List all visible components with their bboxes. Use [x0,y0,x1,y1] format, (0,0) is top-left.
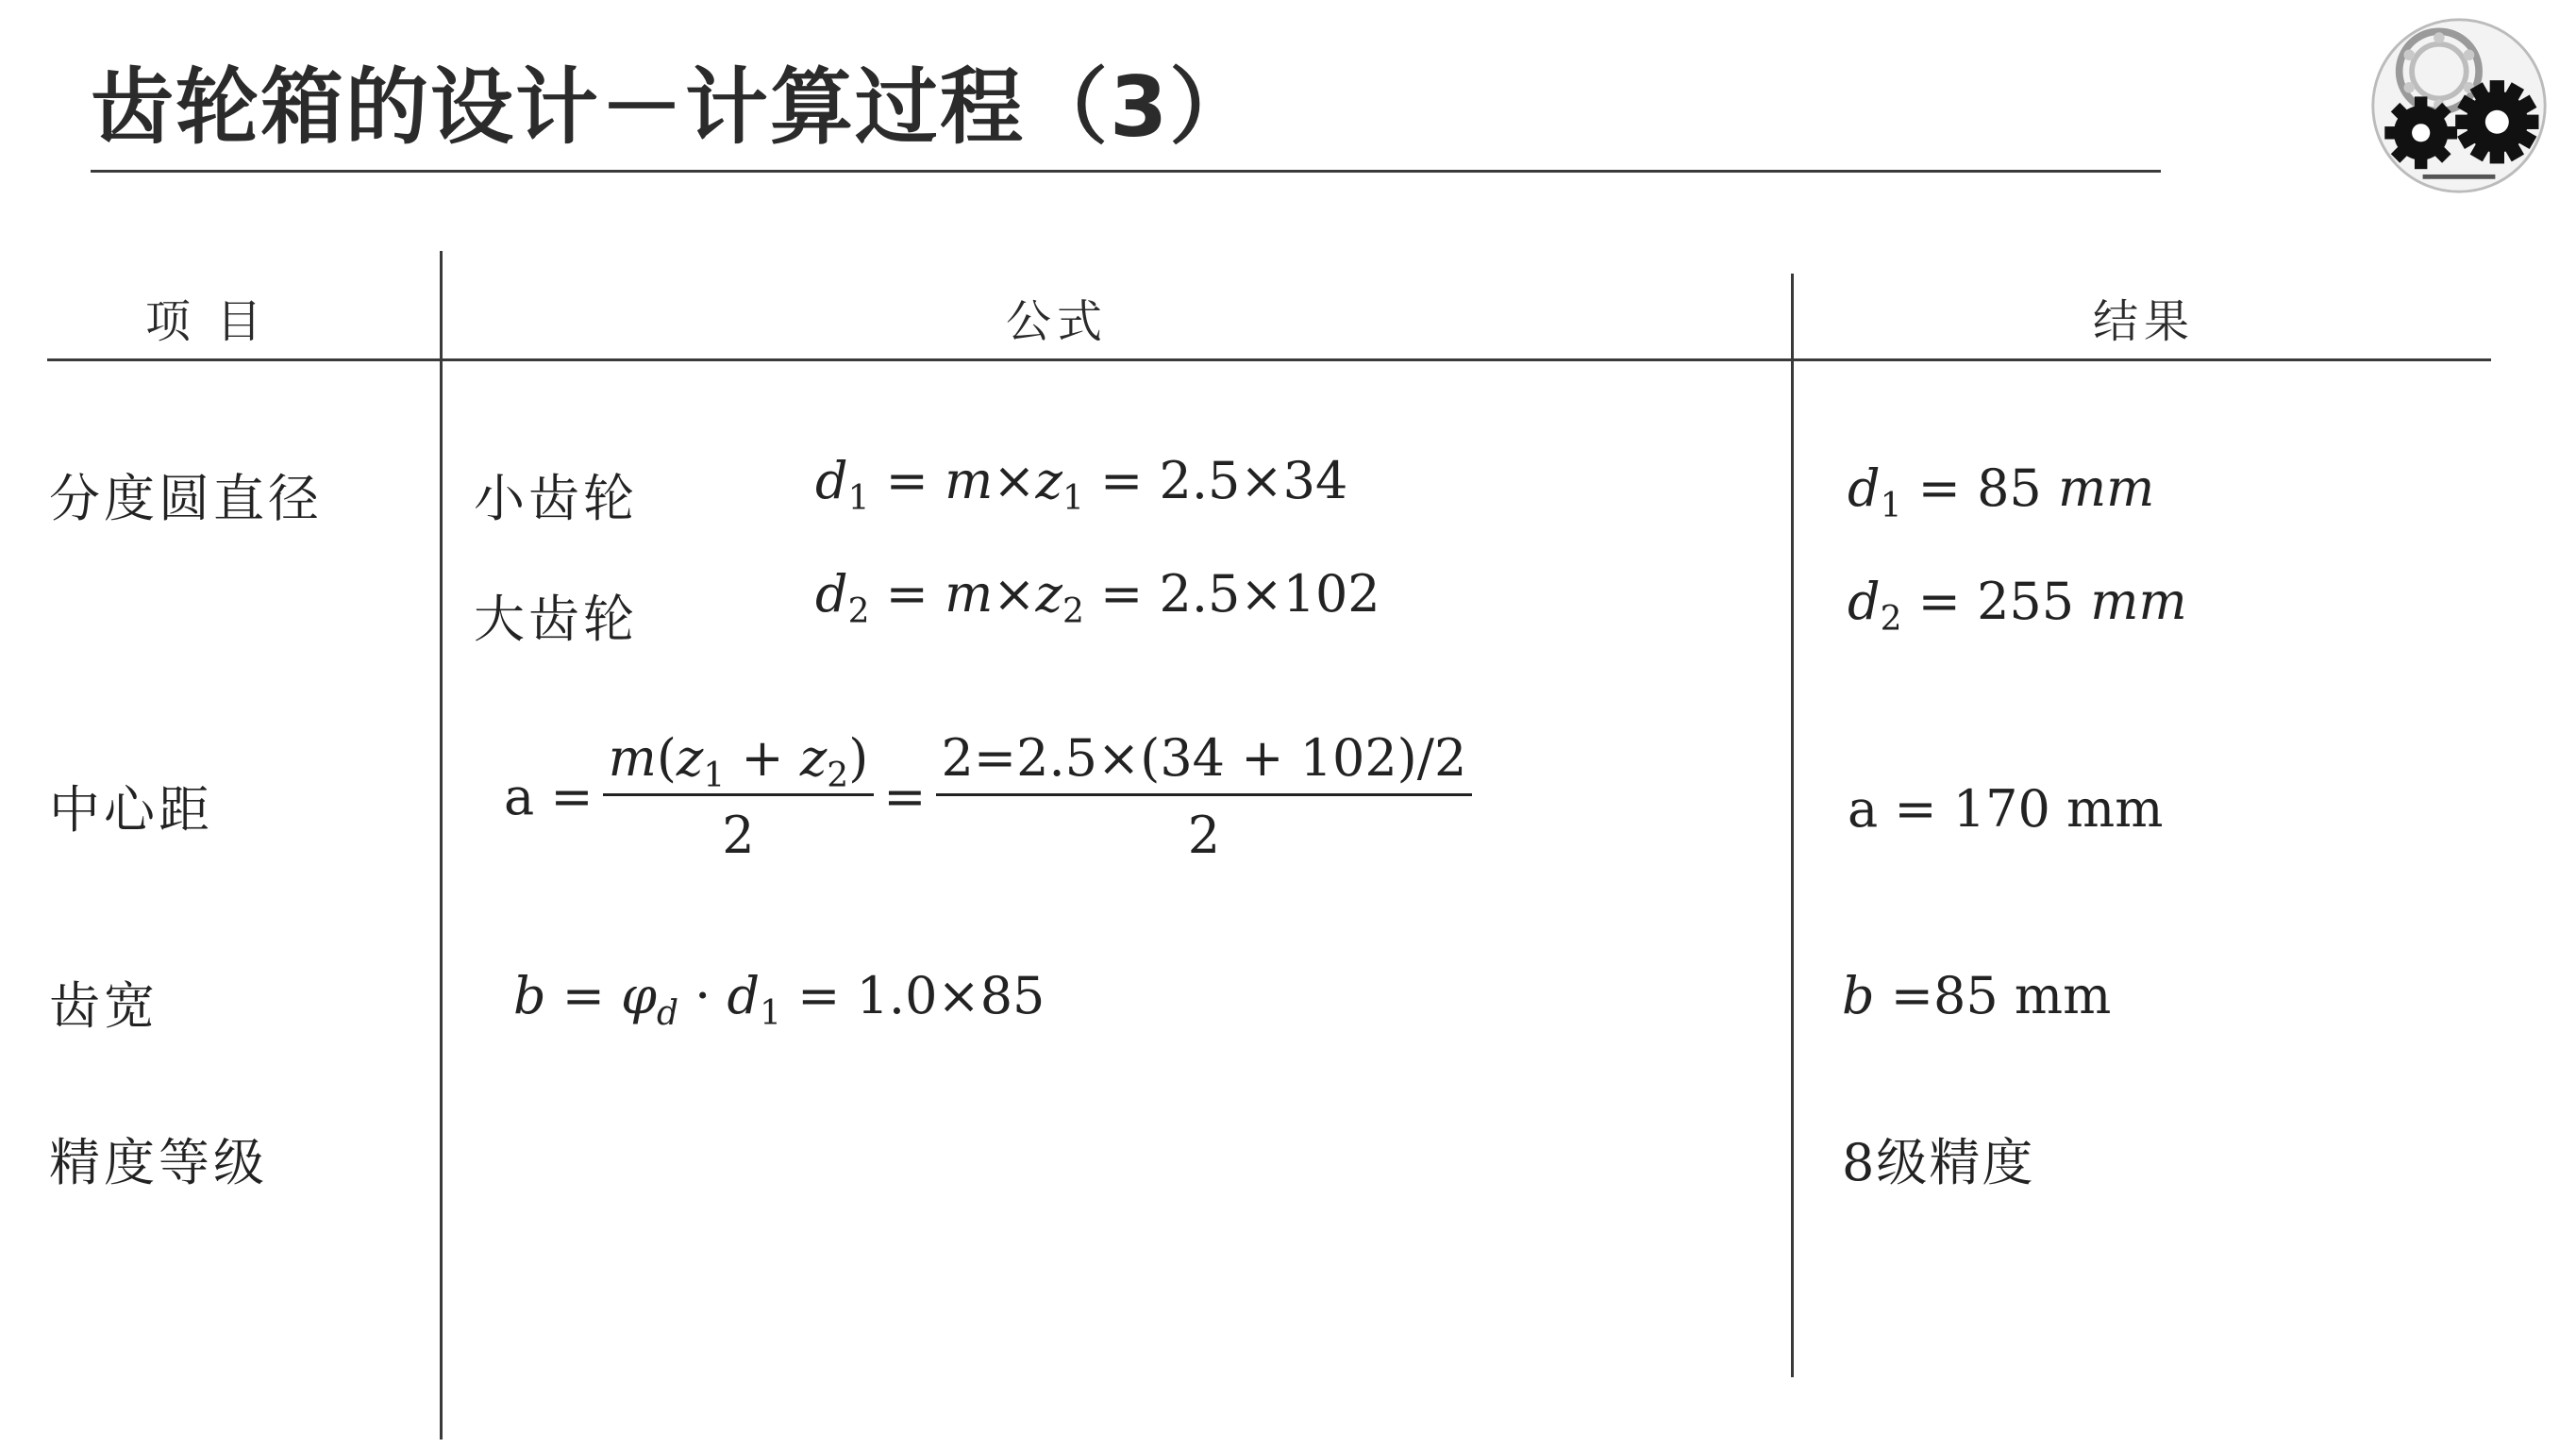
column-divider-left [440,251,443,1440]
center-distance-formula: a = $\frac{m(z_1 + z_2)}{2}$ = $\frac{2=2.5\times(34 + 102)/2}{2}$ [504,728,1481,865]
header-bottom-rule [47,358,2491,361]
title-underline [91,170,2161,173]
column-divider-right [1791,274,1794,1377]
fraction-2: $\frac{2=2.5\times(34 + 102)/2}{2}$ [936,728,1473,865]
pinion-diameter-formula: $d_1 = m\times z_1 = 2.5\times 34$ [815,451,1348,518]
face-width-formula: $b = \varphi_d \cdot d_1 = 1.0\times 85$ [513,966,1045,1033]
row-label-face-width: 齿宽 [49,976,159,1036]
row-label-pitch-diameter: 分度圆直径 [49,469,323,528]
fraction-1: $\frac{m(z_1 + z_2)}{2}$ [603,728,875,865]
pinion-label: 小齿轮 [474,469,638,528]
header-formula: 公式 [1006,295,1109,348]
header-result: 结果 [2093,295,2196,348]
face-width-result: b =85 mm [1842,966,2112,1025]
accuracy-grade-result: 8级精度 [1842,1133,2035,1192]
header-item: 项 目 [145,295,268,348]
row-label-center-distance: 中心距 [49,780,213,840]
gear-bearing-logo-icon [2368,15,2550,196]
gear-diameter-formula: $d_2 = m\times z_2 = 2.5\times 102$ [815,564,1380,631]
page-title: 齿轮箱的设计－计算过程（3） [91,58,1255,156]
row-label-accuracy-grade: 精度等级 [49,1133,268,1192]
pinion-diameter-result: $d_1 = 85$ mm [1848,458,2155,525]
gear-label: 大齿轮 [474,590,638,649]
center-distance-result: a = 170 mm [1848,779,2164,839]
gear-diameter-result: $d_2 = 255$ mm [1848,572,2187,639]
